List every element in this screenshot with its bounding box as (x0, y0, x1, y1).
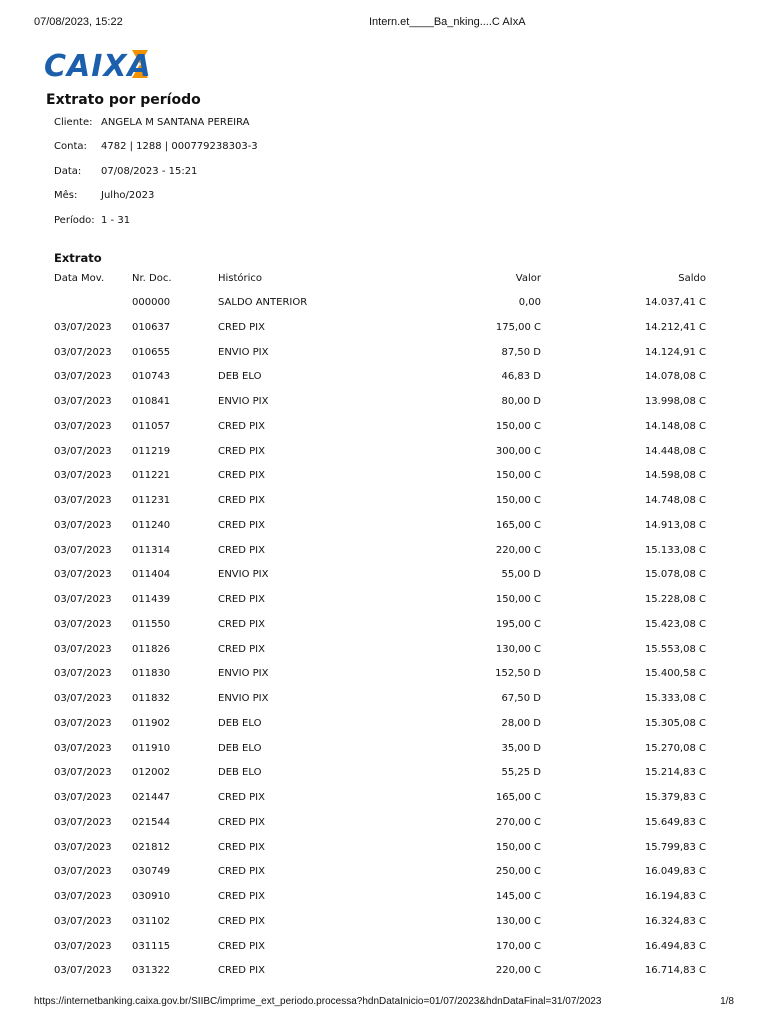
row-value: 170,00 C (495, 940, 541, 952)
row-history: CRED PIX (218, 915, 265, 927)
row-doc: 011057 (132, 420, 171, 432)
row-doc: 011221 (132, 470, 171, 482)
row-doc: 011910 (132, 742, 171, 754)
row-balance: 15.270,08 C (644, 742, 706, 754)
row-balance: 15.799,83 C (644, 841, 706, 853)
row-value: 55,25 D (501, 767, 541, 779)
table-row (0, 619, 768, 633)
row-doc: 010841 (132, 396, 171, 407)
row-date: 03/07/2023 (54, 816, 112, 828)
table-row (0, 569, 768, 583)
table-row (0, 743, 768, 757)
row-value: 152,50 D (495, 668, 541, 680)
info-label: Data: (54, 166, 82, 177)
row-doc: 031102 (132, 915, 171, 927)
row-history: CRED PIX (218, 866, 265, 878)
row-value: 0,00 (518, 297, 541, 308)
info-value: 07/08/2023 - 15:21 (101, 166, 198, 177)
row-doc: 021544 (132, 816, 171, 828)
table-row (0, 792, 768, 806)
row-value: 150,00 C (495, 420, 541, 432)
page-number: 1/8 (720, 996, 734, 1007)
row-history: CRED PIX (218, 792, 265, 803)
row-doc: 011826 (132, 643, 171, 655)
row-balance: 14.037,41 C (644, 297, 706, 308)
row-balance: 14.124,91 C (644, 346, 706, 358)
row-balance: 15.649,83 C (644, 816, 706, 828)
table-row (0, 520, 768, 534)
row-balance: 13.998,08 C (644, 396, 706, 407)
row-doc: 012002 (132, 767, 171, 779)
row-value: 28,00 D (501, 717, 541, 729)
row-doc: 011550 (132, 618, 171, 630)
row-date: 03/07/2023 (54, 495, 112, 506)
row-history: CRED PIX (218, 940, 265, 952)
row-date: 03/07/2023 (54, 742, 112, 754)
row-balance: 15.379,83 C (644, 792, 706, 803)
row-value: 87,50 D (501, 346, 541, 358)
table-row (0, 817, 768, 831)
row-date: 03/07/2023 (54, 891, 112, 902)
row-history: CRED PIX (218, 519, 265, 531)
row-history: DEB ELO (218, 371, 262, 383)
row-value: 300,00 C (495, 445, 541, 457)
row-date: 03/07/2023 (54, 594, 112, 605)
print-datetime: 07/08/2023, 15:22 (34, 16, 123, 28)
row-balance: 16.494,83 C (644, 940, 706, 952)
section-title: Extrato (54, 251, 102, 265)
row-value: 220,00 C (495, 544, 541, 556)
info-value: ANGELA M SANTANA PEREIRA (101, 117, 250, 128)
row-doc: 011404 (132, 569, 171, 581)
row-history: DEB ELO (218, 767, 262, 779)
table-row (0, 545, 768, 559)
row-date: 03/07/2023 (54, 371, 112, 383)
table-row (0, 891, 768, 905)
row-history: ENVIO PIX (218, 668, 269, 680)
row-date: 03/07/2023 (54, 396, 112, 407)
row-history: ENVIO PIX (218, 569, 269, 581)
row-date: 03/07/2023 (54, 445, 112, 457)
table-row (0, 446, 768, 460)
table-row (0, 668, 768, 682)
row-value: 150,00 C (495, 841, 541, 853)
row-value: 55,00 D (501, 569, 541, 581)
row-doc: 010743 (132, 371, 171, 383)
row-date: 03/07/2023 (54, 940, 112, 952)
row-value: 270,00 C (495, 816, 541, 828)
row-value: 165,00 C (495, 792, 541, 803)
caixa-logo-mark (44, 44, 186, 84)
row-balance: 15.305,08 C (644, 717, 706, 729)
row-value: 80,00 D (501, 396, 541, 407)
row-value: 46,83 D (501, 371, 541, 383)
col-header-balance: Saldo (678, 273, 706, 284)
row-date: 03/07/2023 (54, 470, 112, 482)
table-row (0, 767, 768, 781)
row-date: 03/07/2023 (54, 717, 112, 729)
table-row (0, 693, 768, 707)
row-balance: 16.324,83 C (644, 915, 706, 927)
row-history: CRED PIX (218, 544, 265, 556)
row-balance: 16.049,83 C (644, 866, 706, 878)
table-row (0, 965, 768, 979)
row-doc: 011439 (132, 594, 171, 605)
table-row (0, 470, 768, 484)
table-row (0, 347, 768, 361)
row-history: CRED PIX (218, 965, 265, 977)
col-header-doc: Nr. Doc. (132, 273, 172, 284)
row-history: CRED PIX (218, 841, 265, 853)
row-balance: 16.714,83 C (644, 965, 706, 977)
row-date: 03/07/2023 (54, 693, 112, 704)
row-history: ENVIO PIX (218, 396, 269, 407)
table-row (0, 322, 768, 336)
caixa-logo-text: CAIXA (44, 49, 152, 84)
row-history: DEB ELO (218, 742, 262, 754)
row-doc: 011219 (132, 445, 171, 457)
row-date: 03/07/2023 (54, 643, 112, 655)
row-history: CRED PIX (218, 594, 265, 605)
row-history: CRED PIX (218, 816, 265, 828)
row-value: 250,00 C (495, 866, 541, 878)
row-history: CRED PIX (218, 891, 265, 902)
row-balance: 16.194,83 C (644, 891, 706, 902)
row-balance: 14.913,08 C (644, 519, 706, 531)
table-row (0, 421, 768, 435)
row-doc: 021447 (132, 792, 171, 803)
table-row (0, 297, 768, 311)
col-header-value: Valor (515, 273, 541, 284)
row-doc: 021812 (132, 841, 171, 853)
table-row (0, 371, 768, 385)
table-header (0, 273, 768, 287)
table-row (0, 916, 768, 930)
row-balance: 14.448,08 C (644, 445, 706, 457)
info-value: Julho/2023 (101, 190, 155, 201)
row-balance: 14.598,08 C (644, 470, 706, 482)
row-balance: 15.400,58 C (644, 668, 706, 680)
row-doc: 011902 (132, 717, 171, 729)
row-history: ENVIO PIX (218, 693, 269, 704)
table-row (0, 842, 768, 856)
info-label: Cliente: (54, 117, 93, 128)
row-value: 195,00 C (495, 618, 541, 630)
table-row (0, 495, 768, 509)
row-value: 145,00 C (495, 891, 541, 902)
table-row (0, 594, 768, 608)
row-date: 03/07/2023 (54, 792, 112, 803)
caixa-logo (44, 44, 186, 84)
row-date: 03/07/2023 (54, 519, 112, 531)
table-row (0, 718, 768, 732)
row-balance: 14.748,08 C (644, 495, 706, 506)
row-history: CRED PIX (218, 321, 265, 333)
print-header (34, 16, 734, 30)
row-history: CRED PIX (218, 495, 265, 506)
row-history: DEB ELO (218, 717, 262, 729)
row-history: CRED PIX (218, 470, 265, 482)
row-balance: 15.333,08 C (644, 693, 706, 704)
row-doc: 010637 (132, 321, 171, 333)
row-value: 165,00 C (495, 519, 541, 531)
row-doc: 011240 (132, 519, 171, 531)
row-value: 220,00 C (495, 965, 541, 977)
row-doc: 011832 (132, 693, 171, 704)
row-date: 03/07/2023 (54, 668, 112, 680)
row-balance: 15.228,08 C (644, 594, 706, 605)
col-header-date: Data Mov. (54, 273, 105, 284)
info-value: 1 - 31 (101, 215, 131, 226)
row-date: 03/07/2023 (54, 767, 112, 779)
print-url: https://internetbanking.caixa.gov.br/SIIBC/imprime_ext_periodo.processa?hdnDataInicio=01/07/2023&hdnDataFinal=31/07/2023 (34, 996, 602, 1007)
info-value: 4782 | 1288 | 000779238303-3 (101, 141, 258, 152)
row-value: 150,00 C (495, 470, 541, 482)
info-label: Conta: (54, 141, 87, 152)
row-date: 03/07/2023 (54, 420, 112, 432)
print-footer (34, 996, 734, 1010)
row-balance: 15.133,08 C (644, 544, 706, 556)
row-value: 130,00 C (495, 643, 541, 655)
info-label: Mês: (54, 190, 78, 201)
table-row (0, 866, 768, 880)
table-row (0, 396, 768, 410)
row-doc: 030910 (132, 891, 171, 902)
table-row (0, 941, 768, 955)
row-value: 35,00 D (501, 742, 541, 754)
row-history: CRED PIX (218, 643, 265, 655)
row-balance: 15.078,08 C (644, 569, 706, 581)
row-date: 03/07/2023 (54, 915, 112, 927)
page-title: Extrato por período (46, 92, 201, 108)
row-doc: 010655 (132, 346, 171, 358)
row-date: 03/07/2023 (54, 346, 112, 358)
row-date: 03/07/2023 (54, 321, 112, 333)
row-doc: 011231 (132, 495, 171, 506)
row-balance: 14.212,41 C (644, 321, 706, 333)
row-history: ENVIO PIX (218, 346, 269, 358)
row-doc: 011830 (132, 668, 171, 680)
row-value: 150,00 C (495, 594, 541, 605)
row-date: 03/07/2023 (54, 841, 112, 853)
row-doc: 031322 (132, 965, 171, 977)
row-doc: 031115 (132, 940, 171, 952)
row-date: 03/07/2023 (54, 544, 112, 556)
row-balance: 15.553,08 C (644, 643, 706, 655)
row-balance: 15.423,08 C (644, 618, 706, 630)
row-balance: 15.214,83 C (644, 767, 706, 779)
row-value: 175,00 C (495, 321, 541, 333)
row-history: CRED PIX (218, 420, 265, 432)
row-date: 03/07/2023 (54, 965, 112, 977)
row-balance: 14.078,08 C (644, 371, 706, 383)
row-doc: 011314 (132, 544, 171, 556)
row-doc: 030749 (132, 866, 171, 878)
table-row (0, 644, 768, 658)
row-history: CRED PIX (218, 445, 265, 457)
col-header-history: Histórico (218, 273, 263, 284)
row-history: SALDO ANTERIOR (218, 297, 308, 308)
row-date: 03/07/2023 (54, 569, 112, 581)
row-value: 67,50 D (501, 693, 541, 704)
row-doc: 000000 (132, 297, 171, 308)
print-page-title: Intern.et____Ba_nking....C AIxA (369, 16, 526, 28)
row-history: CRED PIX (218, 618, 265, 630)
row-value: 130,00 C (495, 915, 541, 927)
row-date: 03/07/2023 (54, 618, 112, 630)
row-balance: 14.148,08 C (644, 420, 706, 432)
row-date: 03/07/2023 (54, 866, 112, 878)
info-label: Período: (54, 215, 95, 226)
row-value: 150,00 C (495, 495, 541, 506)
